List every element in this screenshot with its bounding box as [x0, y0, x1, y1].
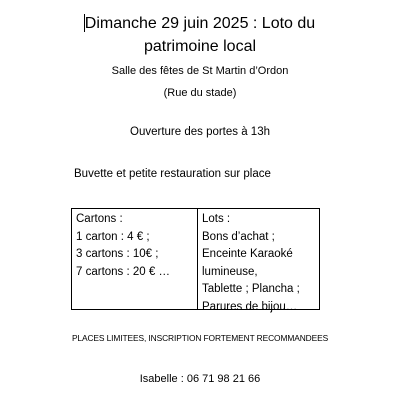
lot-item-3: lumineuse, — [202, 265, 258, 278]
lot-item-1: Bons d’achat ; — [202, 230, 275, 243]
carton-price-3: 7 cartons : 20 € … — [76, 265, 170, 278]
lots-heading: Lots : — [202, 213, 231, 225]
lot-item-4: Tablette ; Plancha ; — [202, 283, 300, 295]
table-divider — [197, 209, 198, 309]
limited-places-notice: PLACES LIMITEES, INSCRIPTION FORTEMENT RECOMMANDEES — [71, 333, 329, 343]
lot-item-2: Enceinte Karaoké — [202, 248, 293, 260]
contact-info: Isabelle : 06 71 98 21 66 — [139, 373, 261, 385]
cartons-heading: Cartons : — [76, 213, 123, 225]
title-line-1: Dimanche 29 juin 2025 : Loto du — [84, 15, 316, 32]
title-line-2: patrimoine local — [143, 38, 257, 55]
lot-item-5: Parures de bijou… — [202, 300, 298, 313]
carton-price-2: 3 cartons : 10€ ; — [76, 248, 159, 260]
lots-column — [202, 211, 300, 316]
buvette-text: Buvette et petite restauration sur place — [74, 168, 271, 180]
venue-street: (Rue du stade) — [163, 87, 237, 99]
doors-opening: Ouverture des portes à 13h — [130, 126, 270, 138]
carton-price-1: 1 carton : 4 € ; — [76, 230, 150, 243]
cartons-column — [76, 211, 170, 281]
prices-lots-table — [71, 208, 320, 313]
venue-name: Salle des fêtes de St Martin d’Ordon — [111, 65, 289, 77]
